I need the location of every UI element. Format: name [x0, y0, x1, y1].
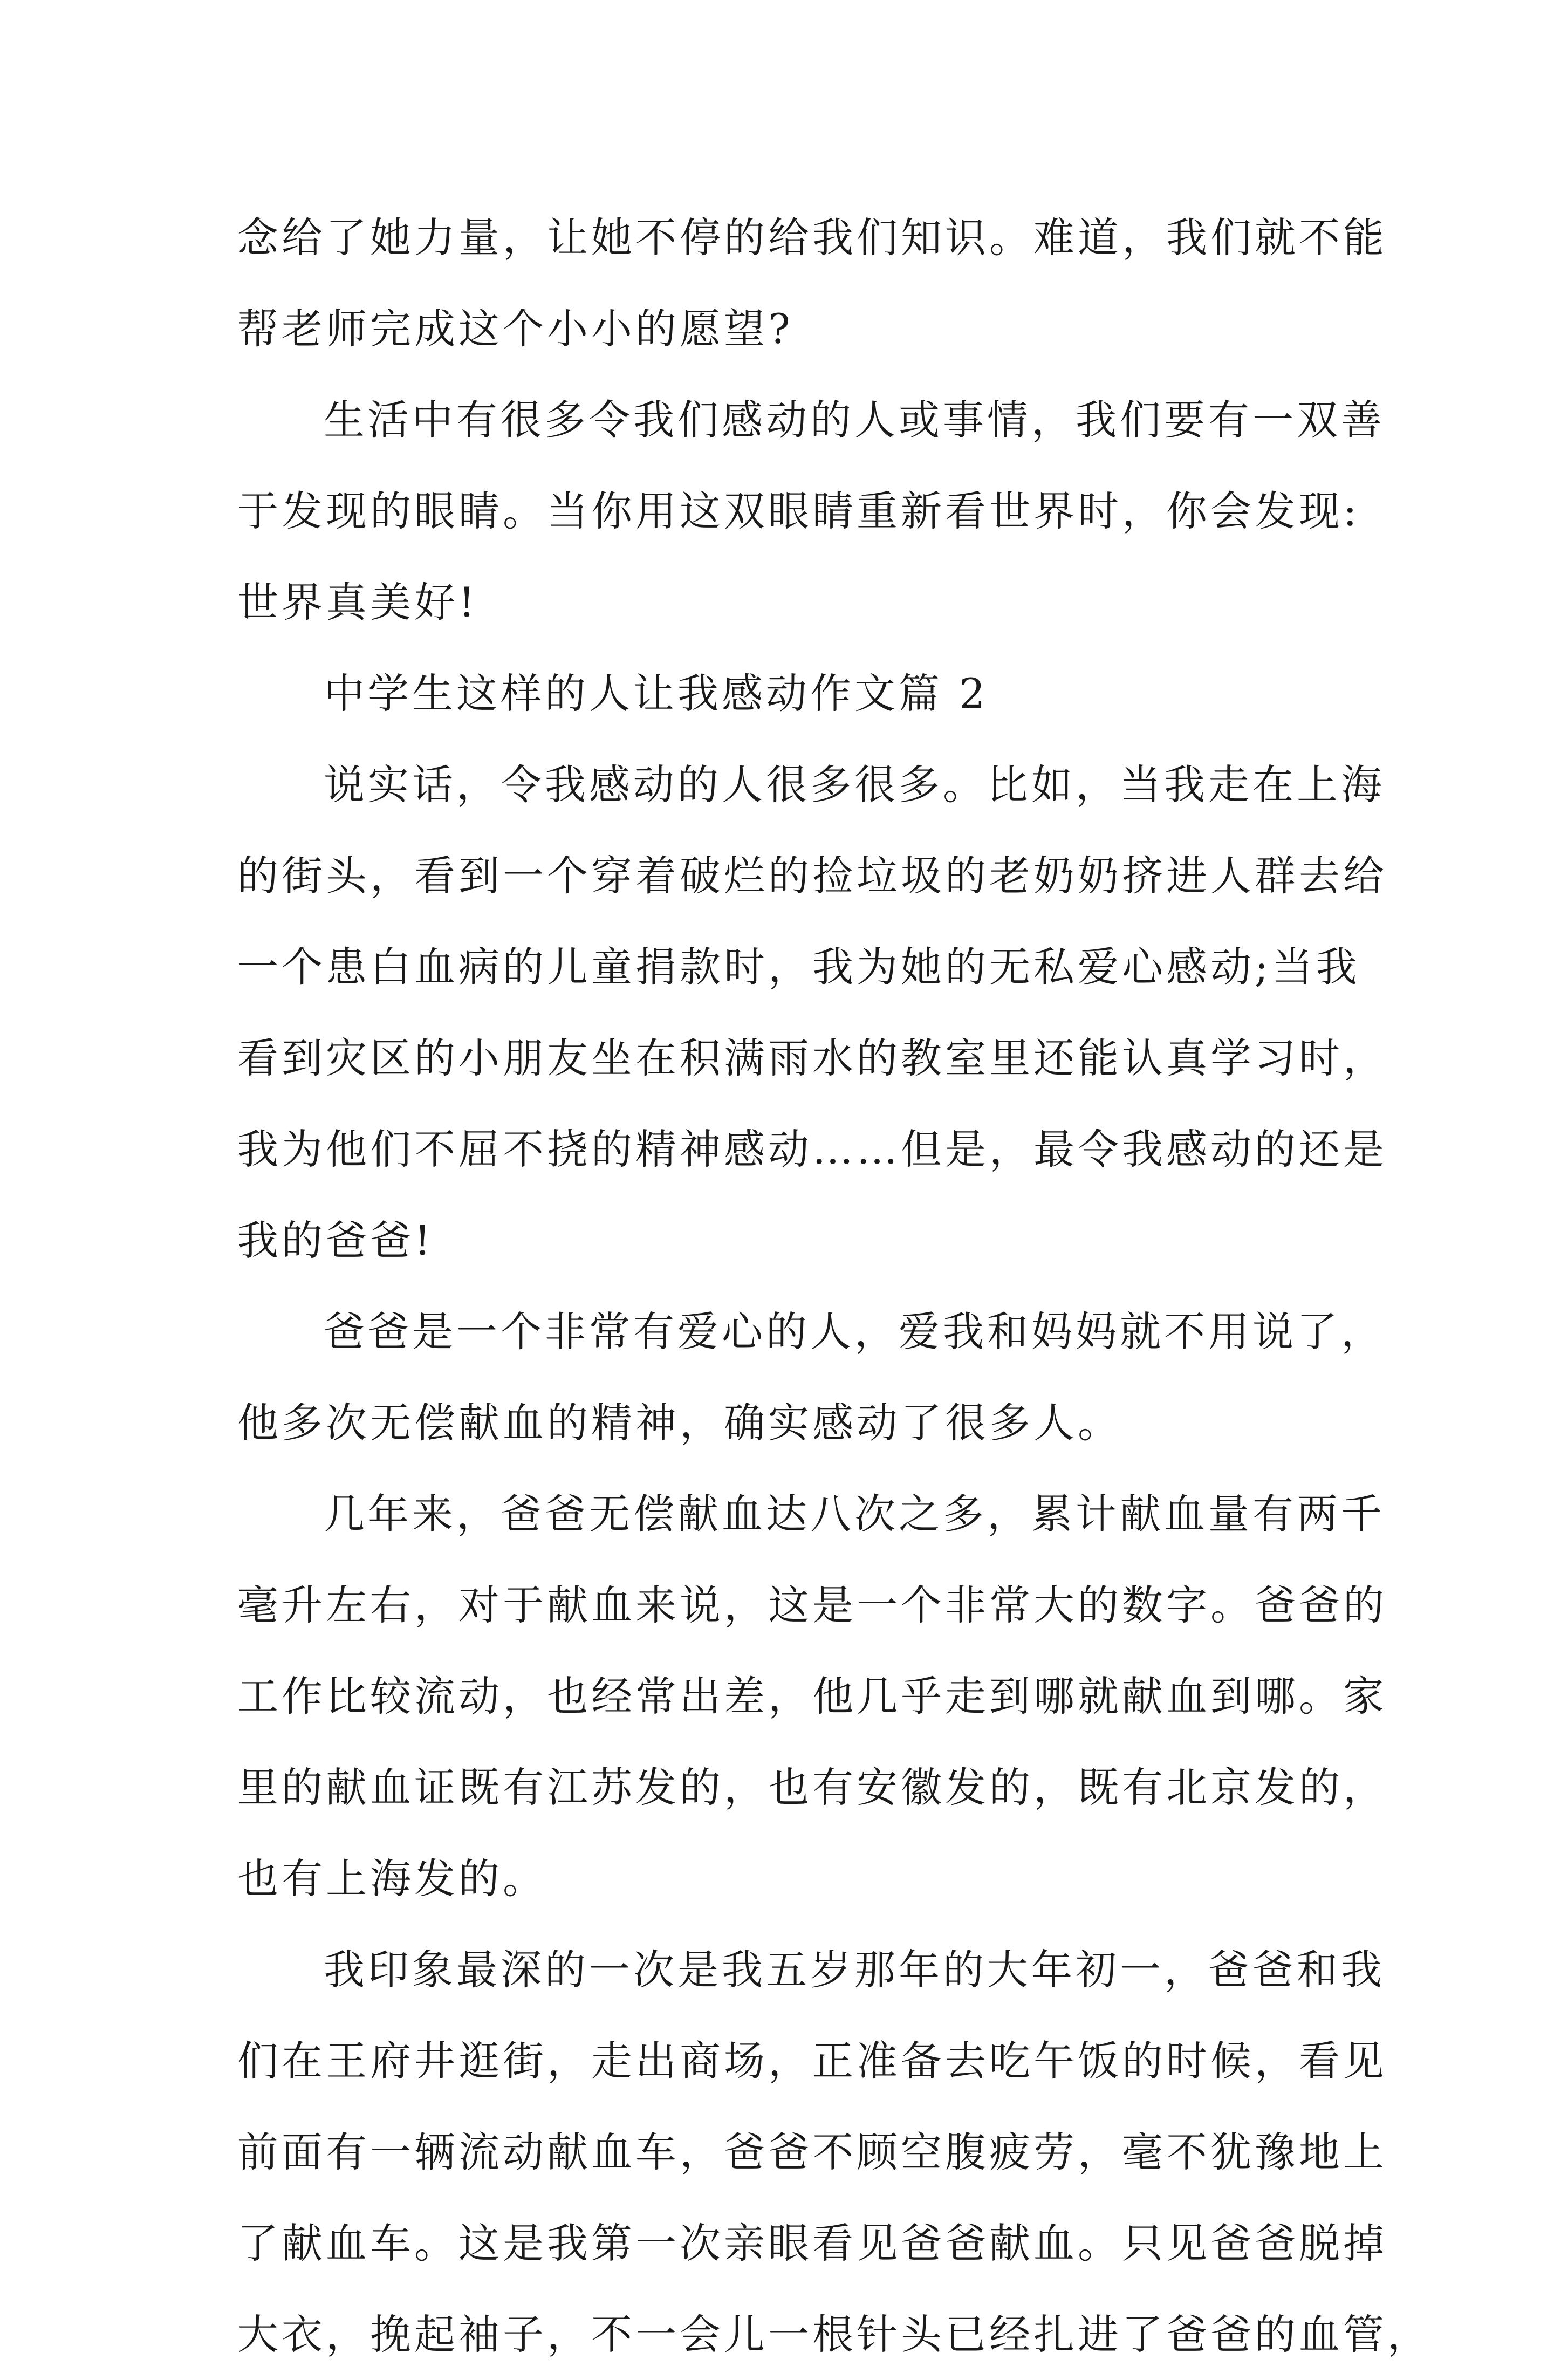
text-line: 生活中有很多令我们感动的人或事情，我们要有一双善 [324, 396, 1385, 444]
text-line: 他多次无偿献血的精神，确实感动了很多人。 [237, 1399, 1122, 1447]
text-line: 了献血车。这是我第一次亲眼看见爸爸献血。只见爸爸脱掉 [237, 2219, 1387, 2267]
text-line: 我印象最深的一次是我五岁那年的大年初一，爸爸和我 [324, 1946, 1385, 1994]
text-line: 一个患白血病的儿童捐款时，我为她的无私爱心感动;当我 [237, 943, 1360, 991]
text-line: 前面有一辆流动献血车，爸爸不顾空腹疲劳，毫不犹豫地上 [237, 2128, 1387, 2176]
text-line: 说实话，令我感动的人很多很多。比如，当我走在上海 [324, 761, 1385, 809]
text-line: 工作比较流动，也经常出差，他几乎走到哪就献血到哪。家 [237, 1672, 1387, 1720]
text-line: 几年来，爸爸无偿献血达八次之多，累计献血量有两千 [324, 1490, 1385, 1538]
text-line: 毫升左右，对于献血来说，这是一个非常大的数字。爸爸的 [237, 1581, 1387, 1629]
text-line: 大衣，挽起袖子，不一会儿一根针头已经扎进了爸爸的血管， [237, 2310, 1432, 2358]
text-line: 我为他们不屈不挠的精神感动……但是，最令我感动的还是 [237, 1125, 1387, 1173]
text-line: 帮老师完成这个小小的愿望? [237, 305, 793, 353]
text-line: 也有上海发的。 [237, 1855, 547, 1903]
text-line: 爸爸是一个非常有爱心的人，爱我和妈妈就不用说了， [324, 1308, 1385, 1356]
text-line: 中学生这样的人让我感动作文篇 2 [324, 669, 989, 717]
essay-body [237, 192, 1432, 2380]
text-line: 里的献血证既有江苏发的，也有安徽发的，既有北京发的， [237, 1763, 1387, 1811]
text-line: 于发现的眼睛。当你用这双眼睛重新看世界时，你会发现: [237, 487, 1360, 535]
text-line: 看到灾区的小朋友坐在积满雨水的教室里还能认真学习时， [237, 1034, 1387, 1082]
text-line: 念给了她力量，让她不停的给我们知识。难道，我们就不能 [237, 214, 1387, 262]
text-line: 世界真美好! [237, 578, 478, 626]
text-line: 们在王府井逛街，走出商场，正准备去吃午饭的时候，看见 [237, 2037, 1387, 2085]
text-line: 我的爸爸! [237, 1216, 434, 1264]
text-line: 的街头，看到一个穿着破烂的捡垃圾的老奶奶挤进人群去给 [237, 852, 1387, 900]
